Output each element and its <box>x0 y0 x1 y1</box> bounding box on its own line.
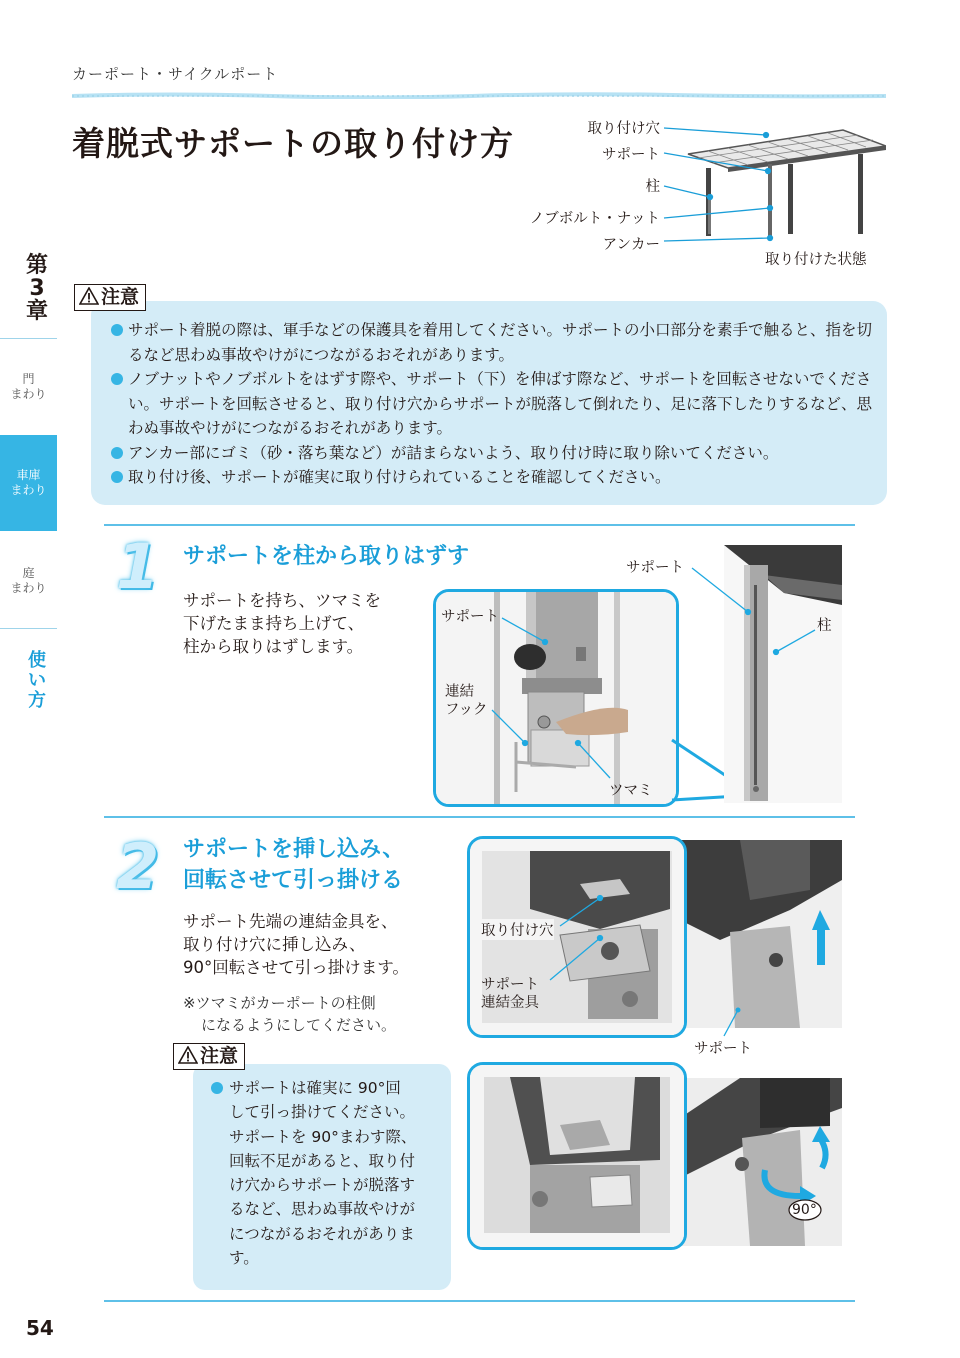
caution-item: 取り付け後、サポートが確実に取り付けられていることを確認してください。 <box>111 465 877 490</box>
step2-note <box>183 992 396 1036</box>
sidebar-item-label: 方 <box>28 690 46 711</box>
label-post: 柱 <box>645 179 660 195</box>
step1-label-support: サポート <box>441 609 499 625</box>
overview-caption: 取り付けた状態 <box>765 252 867 268</box>
label-line: 連結 <box>445 684 474 700</box>
caution-label-text: 注意 <box>200 1045 239 1067</box>
step2-photo-upper-right <box>680 840 842 1028</box>
caution-line: け穴からサポートが脱落す <box>229 1176 416 1195</box>
step2-caution-box <box>193 1064 451 1290</box>
page-number: 54 <box>26 1316 54 1340</box>
step2-caution-item <box>209 1076 441 1270</box>
label-line: 連結金具 <box>481 995 539 1011</box>
caution-line: す。 <box>229 1249 259 1268</box>
caution-item: サポート着脱の際は、軍手などの保護具を着用してください。サポートの小口部分を素手で触ると、指を切るなど思わぬ事故やけがにつながるおそれがあります。 <box>111 318 877 367</box>
sidebar-item-garden[interactable] <box>0 566 57 596</box>
warning-icon <box>79 287 99 305</box>
step1-title: サポートを柱から取りはずす <box>183 544 470 569</box>
chapter-number: 3 <box>29 276 45 301</box>
chapter-indicator <box>22 254 52 323</box>
step2-title-line: サポートを挿し込み、 <box>183 837 405 862</box>
step2-note-line: ※ツマミがカーポートの柱側 <box>183 994 376 1012</box>
section-rule <box>104 1300 855 1302</box>
caution-box <box>91 301 887 505</box>
caution-line: 回転不足があると、取り付 <box>229 1151 416 1170</box>
step2-text-line: 90°回転させて引っ掛けます。 <box>183 958 409 977</box>
caution-line: して引っ掛けてください。 <box>229 1103 416 1122</box>
step2-photo-lower-right <box>680 1078 842 1246</box>
sidebar-item-label: まわり <box>10 483 47 497</box>
step2-text-line: サポート先端の連結金具を、 <box>183 912 398 931</box>
sidebar-divider <box>0 338 57 339</box>
sidebar-item-label: 車庫 <box>16 468 41 482</box>
step1-number: 1 <box>116 530 160 603</box>
overview-leader-lines <box>660 125 780 243</box>
step1-text <box>183 589 381 658</box>
sidebar-item-label: 庭 <box>22 566 35 580</box>
step1-text-line: サポートを持ち、ツマミを <box>183 591 381 610</box>
step2-label-hole: 取り付け穴 <box>481 919 554 940</box>
section-rule <box>104 524 855 526</box>
label-mounting-hole: 取り付け穴 <box>587 121 660 137</box>
page-title: 着脱式サポートの取り付け方 <box>72 124 514 163</box>
label-anchor: アンカー <box>602 237 660 253</box>
sidebar-item-gate[interactable] <box>0 372 57 402</box>
step1-text-line: 下げたまま持ち上げて、 <box>183 614 365 633</box>
chapter-char: 第 <box>25 253 48 278</box>
sidebar-divider <box>0 628 57 629</box>
header-rule <box>72 92 886 99</box>
sidebar-item-label: 門 <box>22 372 35 386</box>
step1-detail-leaders <box>440 600 660 785</box>
step2-title-line: 回転させて引っ掛ける <box>183 868 404 893</box>
step2-label-support: サポート <box>694 1041 752 1057</box>
step2-text-line: 取り付け穴に挿し込み、 <box>183 935 366 954</box>
step2-detail-photo-lower <box>467 1062 687 1250</box>
warning-icon <box>178 1046 198 1064</box>
sidebar-item-garage[interactable] <box>0 435 57 531</box>
label-line: フック <box>445 702 488 718</box>
chapter-char: 章 <box>25 299 48 324</box>
step2-title <box>183 834 404 896</box>
step1-photo-leaders <box>690 560 820 660</box>
step1-label-knob: ツマミ <box>609 783 653 799</box>
label-knob-bolt-nut: ノブボルト・ナット <box>529 211 660 227</box>
sidebar-item-label: 使 <box>28 650 46 671</box>
caution-label-text: 注意 <box>101 286 140 308</box>
caution-item: ノブナットやノブボルトをはずす際や、サポート（下）を伸ばす際など、サポートを回転させないでください。サポートを回転させると、取り付け穴からサポートが脱落して倒れたり、足に落下したりするなど、思わぬ事故やけがにつながるおそれがあります。 <box>111 367 877 441</box>
caution-line: につながるおそれがありま <box>229 1224 415 1243</box>
step2-caution-list <box>209 1076 441 1270</box>
step2-label-fitting <box>481 976 539 1012</box>
step2-upper-leaders <box>540 890 640 990</box>
sidebar-item-usage[interactable] <box>28 651 46 711</box>
angle-label: 90° <box>792 1202 817 1218</box>
caution-item: アンカー部にゴミ（砂・落ち葉など）が詰まらないよう、取り付け時に取り除いてください。 <box>111 441 877 466</box>
sidebar-item-label: まわり <box>10 581 47 595</box>
section-rule <box>104 816 855 818</box>
step2-note-line: になるようにしてください。 <box>201 1016 397 1034</box>
detail-photo-illustration <box>470 1065 684 1247</box>
step2-caution-heading <box>173 1043 245 1070</box>
label-line: サポート <box>481 977 539 993</box>
caution-list <box>111 318 877 490</box>
label-support: サポート <box>602 147 660 163</box>
step2-number: 2 <box>116 830 160 903</box>
caution-line: るなど、思わぬ事故やけが <box>229 1200 416 1219</box>
step1-text-line: 柱から取りはずします。 <box>183 637 364 656</box>
sidebar-item-label: い <box>28 670 46 691</box>
step1-photo-label-support: サポート <box>626 560 684 576</box>
breadcrumb: カーポート・サイクルポート <box>72 65 279 83</box>
sidebar-item-label: まわり <box>10 387 47 401</box>
step2-text <box>183 910 409 979</box>
caution-heading <box>74 284 146 311</box>
caution-line: サポートを 90°まわす際、 <box>229 1127 417 1146</box>
caution-line: サポートは確実に 90°回 <box>229 1079 401 1097</box>
step1-photo-label-post: 柱 <box>817 618 832 634</box>
step2-support-leader <box>720 1004 750 1039</box>
